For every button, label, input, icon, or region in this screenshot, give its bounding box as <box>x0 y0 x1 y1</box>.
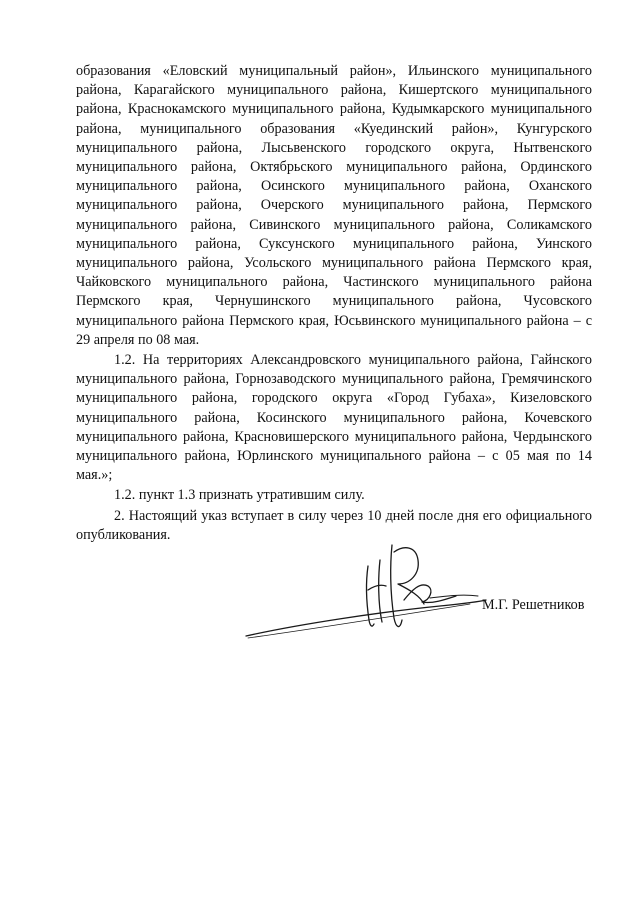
signer-name: М.Г. Решетников <box>482 597 585 613</box>
paragraph-1-2-territories: 1.2. На территориях Александровского муниципального района, Гайнского муниципального района, Горнозаводского муниципального района, Гремячинского муниципального района, городского округа «Город Губаха», Кизеловского муниципального района, Косинского муниципального района, Кочевского муниципального района, Красновишерского муниципального района, Чердынского муниципального района, Юрлинского муниципального района – с 05 мая по 14 мая.»; <box>76 352 592 484</box>
paragraph-2-effective: 2. Настоящий указ вступает в силу через 10 дней после дня его официального опубликования. <box>76 507 592 543</box>
document-body <box>76 62 592 545</box>
paragraph-1-2-repeal: 1.2. пункт 1.3 признать утратившим силу. <box>114 487 365 504</box>
paragraph-continuation: образования «Еловский муниципальный район», Ильинского муниципального района, Карагайского муниципального района, Кишертского муниципального района, Краснокамского муниципального района, Кудымкарского муниципального района, муниципального образования «Куединский район», Кунгурского муниципального района, Лысьвенского городского округа, Нытвенского муниципального района, Октябрьского муниципального района, Ординского муниципального района, Осинского муниципального района, Оханского муниципального района, Очерского муниципального района, Пермского муниципального района, Сивинского муниципального района, Соликамского муниципального района, Суксунского муниципального района, Уинского муниципального района, Усольского муниципального района Пермского края, Чайковского муниципального района, Частинского муниципального района Пермского края, Чернушинского муниципального района, Чусовского муниципального района Пермского края, Юсьвинского муниципального района – с 29 апреля по 08 мая. <box>76 63 592 348</box>
